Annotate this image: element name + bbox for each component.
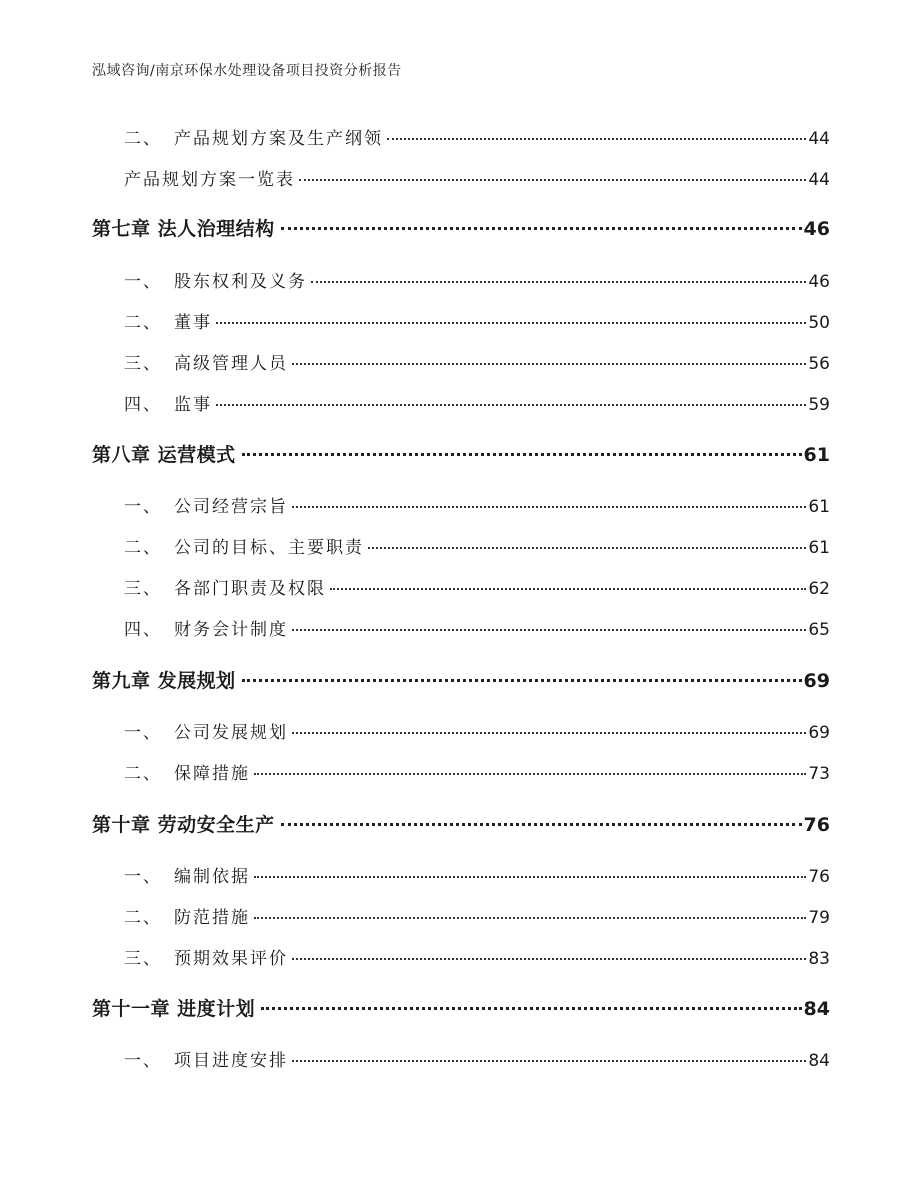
toc-entry-page: 83 [808,949,830,969]
toc-entry-page: 61 [808,497,830,517]
toc-entry-number: 三、 [124,354,162,374]
toc-chapter[interactable] [92,214,830,241]
dot-leader [368,547,806,549]
toc-entry-number: 一、 [124,723,162,743]
toc-entry-number: 一、 [124,272,162,292]
toc-entry-number: 二、 [124,313,162,333]
toc-entry-title: 公司发展规划 [174,723,288,743]
toc-entry-page: 46 [808,272,830,292]
dot-leader [242,453,802,456]
dot-leader [281,227,802,230]
toc-entry-page: 59 [808,395,830,415]
toc-entry-number: 一、 [124,497,162,517]
toc-entry-title: 监事 [174,395,212,415]
toc-chapter-page: 46 [803,218,830,240]
dot-leader [330,588,806,590]
toc-entry-page: 62 [808,579,830,599]
toc-entry-title: 董事 [174,313,212,333]
dot-leader [216,404,806,406]
toc-entry[interactable] [92,1046,830,1071]
dot-leader [292,629,806,631]
toc-chapter-title: 第八章 运营模式 [92,444,236,466]
toc-entry-title: 公司的目标、主要职责 [174,538,364,558]
toc-chapter-page: 69 [803,670,830,692]
toc-entry-title: 高级管理人员 [174,354,288,374]
toc-entry-page: 76 [808,867,830,887]
toc-entry-title: 产品规划方案一览表 [124,170,295,190]
dot-leader [387,138,806,140]
toc-chapter[interactable] [92,440,830,467]
toc-entry-page: 56 [808,354,830,374]
dot-leader [281,823,802,826]
toc-entry[interactable] [92,124,830,149]
toc-entry-number: 三、 [124,579,162,599]
toc-entry[interactable] [92,492,830,517]
toc-entry-page: 61 [808,538,830,558]
toc-entry-page: 73 [808,764,830,784]
toc-entry-title: 公司经营宗旨 [174,497,288,517]
toc-entry-page: 50 [808,313,830,333]
toc-entry[interactable] [92,574,830,599]
toc-entry-number: 四、 [124,395,162,415]
toc-entry-page: 84 [808,1051,830,1071]
dot-leader [254,773,806,775]
toc-entry[interactable] [92,165,830,190]
toc-chapter[interactable] [92,666,830,693]
toc-chapter-title: 第七章 法人治理结构 [92,218,275,240]
dot-leader [254,917,806,919]
toc-entry-page: 44 [808,129,830,149]
toc-chapter-page: 84 [803,998,830,1020]
toc-entry-number: 一、 [124,1051,162,1071]
toc-entry[interactable] [92,533,830,558]
toc-entry[interactable] [92,759,830,784]
toc-entry-title: 财务会计制度 [174,620,288,640]
toc-entry-title: 防范措施 [174,908,250,928]
toc-entry-number: 三、 [124,949,162,969]
toc-chapter-title: 第十章 劳动安全生产 [92,814,275,836]
toc-entry-title: 项目进度安排 [174,1051,288,1071]
toc-entry-title: 保障措施 [174,764,250,784]
header-rule [92,84,828,85]
toc-entry-number: 四、 [124,620,162,640]
toc-entry[interactable] [92,862,830,887]
toc-entry-page: 69 [808,723,830,743]
toc-entry-number: 二、 [124,764,162,784]
toc-entry[interactable] [92,903,830,928]
toc-entry[interactable] [92,390,830,415]
dot-leader [261,1007,801,1010]
toc-entry-title: 编制依据 [174,867,250,887]
dot-leader [292,958,806,960]
toc-entry[interactable] [92,308,830,333]
dot-leader [292,363,806,365]
toc-entry[interactable] [92,944,830,969]
toc-entry[interactable] [92,718,830,743]
toc-chapter-page: 76 [803,814,830,836]
toc-entry-number: 二、 [124,129,162,149]
dot-leader [216,322,806,324]
toc-chapter-page: 61 [803,444,830,466]
toc-entry-title: 预期效果评价 [174,949,288,969]
toc-entry-page: 44 [808,170,830,190]
dot-leader [292,1060,806,1062]
toc-entry-number: 一、 [124,867,162,887]
toc-entry-title: 各部门职责及权限 [174,579,326,599]
dot-leader [299,179,806,181]
dot-leader [292,506,806,508]
toc-entry-title: 产品规划方案及生产纲领 [174,129,383,149]
toc-entry[interactable] [92,267,830,292]
dot-leader [254,876,806,878]
toc-entry[interactable] [92,349,830,374]
toc-chapter-title: 第九章 发展规划 [92,670,236,692]
toc-entry-page: 79 [808,908,830,928]
toc-chapter[interactable] [92,810,830,837]
toc-chapter[interactable] [92,994,830,1021]
dot-leader [242,679,802,682]
dot-leader [292,732,806,734]
toc-entry-number: 二、 [124,538,162,558]
toc-entry-title: 股东权利及义务 [174,272,307,292]
toc-entry-page: 65 [808,620,830,640]
page-header: 泓域咨询/南京环保水处理设备项目投资分析报告 [92,63,402,79]
toc-chapter-title: 第十一章 进度计划 [92,998,256,1020]
dot-leader [311,281,806,283]
toc-entry[interactable] [92,615,830,640]
toc-entry-number: 二、 [124,908,162,928]
